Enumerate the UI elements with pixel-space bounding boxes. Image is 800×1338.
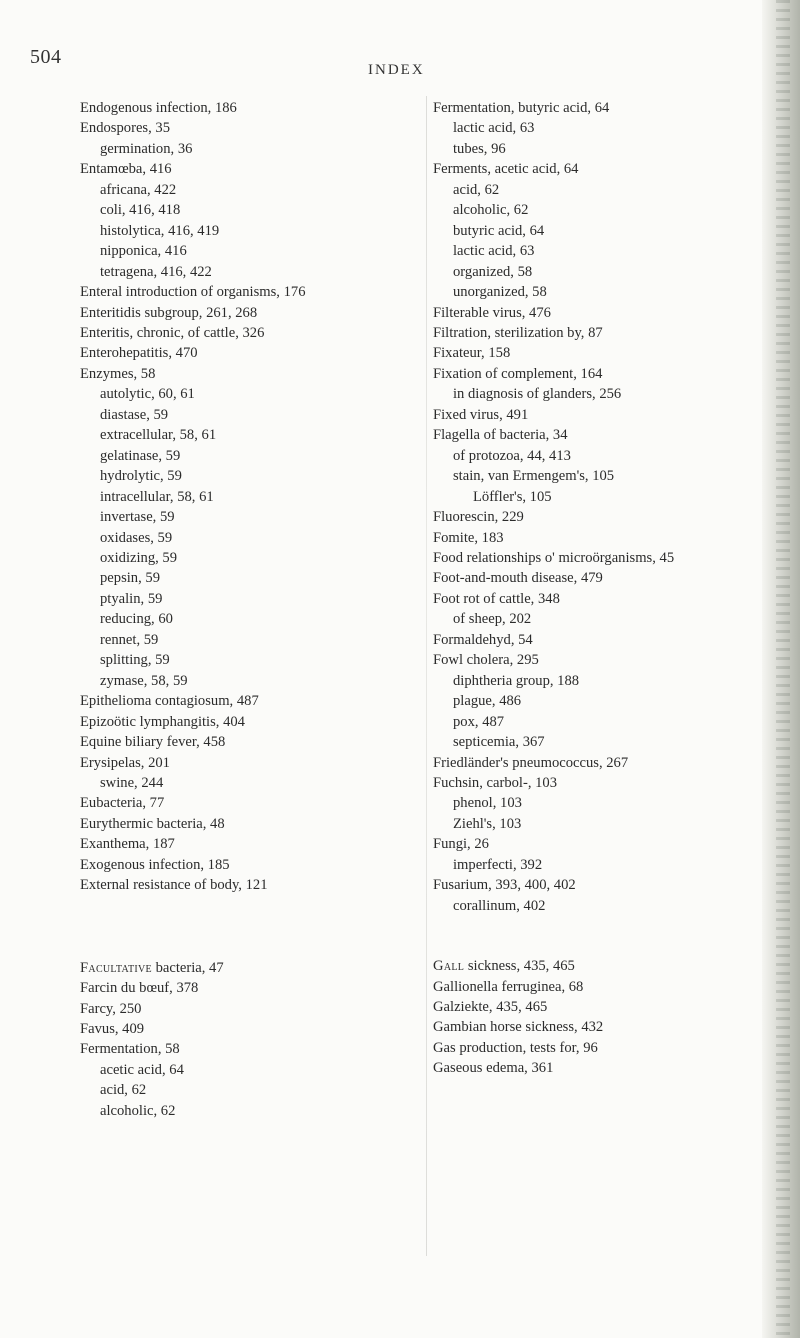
entry-text: of sheep, 202 xyxy=(453,611,532,628)
index-entry xyxy=(80,958,410,978)
index-subentry xyxy=(433,691,763,711)
index-entry xyxy=(80,753,410,773)
index-entry xyxy=(80,855,410,875)
column-divider xyxy=(426,96,427,1256)
index-column-right xyxy=(433,98,763,1079)
index-entry xyxy=(433,650,763,670)
index-subentry xyxy=(80,384,410,404)
index-subentry xyxy=(433,446,763,466)
index-entry xyxy=(80,323,410,343)
index-entry xyxy=(80,691,410,711)
index-entry xyxy=(433,977,763,997)
index-subentry xyxy=(80,630,410,650)
section-initial-word: Facultative xyxy=(80,959,152,976)
index-subentry xyxy=(80,528,410,548)
index-entry xyxy=(433,1038,763,1058)
entry-text: splitting, 59 xyxy=(100,652,170,669)
index-subentry xyxy=(433,466,763,486)
index-entry xyxy=(433,528,763,548)
page-number: 504 xyxy=(30,46,62,68)
index-entry xyxy=(80,732,410,752)
entry-text: Endospores, 35 xyxy=(80,120,170,137)
entry-text: oxidases, 59 xyxy=(100,529,173,546)
index-entry xyxy=(80,118,410,138)
index-subentry xyxy=(433,712,763,732)
entry-text: Epithelioma contagiosum, 487 xyxy=(80,693,259,710)
entry-text: pox, 487 xyxy=(453,713,505,730)
entry-text: Favus, 409 xyxy=(80,1021,145,1038)
entry-text: Epizoötic lymphangitis, 404 xyxy=(80,713,245,730)
entry-text: histolytica, 416, 419 xyxy=(100,222,220,239)
index-subentry xyxy=(433,139,763,159)
entry-text: Entamœba, 416 xyxy=(80,161,172,178)
section-gap xyxy=(80,896,410,958)
entry-text: External resistance of body, 121 xyxy=(80,877,268,894)
entry-text: Fermentation, 58 xyxy=(80,1041,180,1058)
index-entry xyxy=(80,793,410,813)
entry-text: reducing, 60 xyxy=(100,611,173,628)
index-entry xyxy=(433,875,763,895)
index-entry xyxy=(80,978,410,998)
entry-text: Farcin du bœuf, 378 xyxy=(80,980,199,997)
entry-text: alcoholic, 62 xyxy=(100,1102,176,1119)
index-subentry xyxy=(433,793,763,813)
entry-text: Ziehl's, 103 xyxy=(453,815,522,832)
entry-text: Endogenous infection, 186 xyxy=(80,100,237,116)
entry-text: Gaseous edema, 361 xyxy=(433,1060,554,1077)
index-subentry xyxy=(433,282,763,302)
entry-text: Enterohepatitis, 470 xyxy=(80,345,198,362)
entry-text: organized, 58 xyxy=(453,263,533,280)
index-entry xyxy=(80,814,410,834)
entry-text: coli, 416, 418 xyxy=(100,202,181,219)
entry-text: africana, 422 xyxy=(100,181,177,198)
entry-text: Foot-and-mouth disease, 479 xyxy=(433,570,603,587)
entry-text: unorganized, 58 xyxy=(453,284,547,301)
entry-text: Fluorescin, 229 xyxy=(433,509,524,526)
index-subentry xyxy=(80,425,410,445)
entry-text: Flagella of bacteria, 34 xyxy=(433,427,568,444)
entry-text: ptyalin, 59 xyxy=(100,590,163,607)
entry-text: gelatinase, 59 xyxy=(100,447,181,464)
index-entry xyxy=(433,753,763,773)
entry-text: tetragena, 416, 422 xyxy=(100,263,212,280)
index-subentry xyxy=(80,650,410,670)
index-subentry xyxy=(80,1101,410,1121)
entry-text: phenol, 103 xyxy=(453,795,522,812)
index-entry xyxy=(80,303,410,323)
entry-text: Eurythermic bacteria, 48 xyxy=(80,815,225,832)
entry-text: Formaldehyd, 54 xyxy=(433,631,533,648)
index-entry xyxy=(80,999,410,1019)
index-entry xyxy=(433,343,763,363)
index-entry xyxy=(433,364,763,384)
entry-text: Filtration, sterilization by, 87 xyxy=(433,324,603,341)
index-subentry xyxy=(433,487,763,507)
entry-text: Erysipelas, 201 xyxy=(80,754,170,771)
entry-text: Eubacteria, 77 xyxy=(80,795,165,812)
entry-text: Fuchsin, carbol-, 103 xyxy=(433,774,558,791)
entry-text: imperfecti, 392 xyxy=(453,856,543,873)
entry-text: Fermentation, butyric acid, 64 xyxy=(433,100,610,116)
entry-text: acid, 62 xyxy=(100,1082,147,1099)
index-entry xyxy=(80,159,410,179)
entry-text: Gambian horse sickness, 432 xyxy=(433,1019,604,1036)
entry-text: stain, van Ermengem's, 105 xyxy=(453,468,615,485)
entry-text: alcoholic, 62 xyxy=(453,202,529,219)
index-subentry xyxy=(433,609,763,629)
index-subentry xyxy=(433,671,763,691)
index-entry xyxy=(80,364,410,384)
entry-text: nipponica, 416 xyxy=(100,243,187,260)
index-entry xyxy=(433,997,763,1017)
entry-text: Ferments, acetic acid, 64 xyxy=(433,161,579,178)
index-subentry xyxy=(433,262,763,282)
entry-text: acetic acid, 64 xyxy=(100,1061,184,1078)
entry-text: Löffler's, 105 xyxy=(473,488,552,505)
entry-text: autolytic, 60, 61 xyxy=(100,386,195,403)
index-entry xyxy=(433,425,763,445)
entry-text: acid, 62 xyxy=(453,181,500,198)
entry-text: Enzymes, 58 xyxy=(80,365,156,382)
index-subentry xyxy=(80,262,410,282)
entry-text: corallinum, 402 xyxy=(453,897,546,914)
index-entry xyxy=(433,548,763,568)
index-entry xyxy=(80,343,410,363)
entry-text: Farcy, 250 xyxy=(80,1000,142,1017)
entry-text: Enteral introduction of organisms, 176 xyxy=(80,284,306,301)
entry-text: Galziekte, 435, 465 xyxy=(433,999,548,1016)
entry-text: invertase, 59 xyxy=(100,509,175,526)
index-subentry xyxy=(433,732,763,752)
index-entry xyxy=(433,568,763,588)
index-entry xyxy=(433,1058,763,1078)
entry-text: Fixateur, 158 xyxy=(433,345,511,362)
index-subentry xyxy=(80,1060,410,1080)
index-subentry xyxy=(80,180,410,200)
entry-text: Gallionella ferruginea, 68 xyxy=(433,978,584,995)
entry-text: hydrolytic, 59 xyxy=(100,468,182,485)
entry-text: intracellular, 58, 61 xyxy=(100,488,214,505)
entry-text: of protozoa, 44, 413 xyxy=(453,447,571,464)
index-subentry xyxy=(80,548,410,568)
entry-text: extracellular, 58, 61 xyxy=(100,427,217,444)
entry-text: Foot rot of cattle, 348 xyxy=(433,590,560,607)
index-subentry xyxy=(80,241,410,261)
index-entry xyxy=(80,1019,410,1039)
entry-text: Exanthema, 187 xyxy=(80,836,175,853)
entry-text: Fusarium, 393, 400, 402 xyxy=(433,877,576,894)
index-subentry xyxy=(80,466,410,486)
entry-text: lactic acid, 63 xyxy=(453,120,535,137)
index-subentry xyxy=(433,896,763,916)
index-entry xyxy=(80,875,410,895)
index-entry xyxy=(433,589,763,609)
entry-text: pepsin, 59 xyxy=(100,570,160,587)
index-subentry xyxy=(80,773,410,793)
index-entry xyxy=(80,1039,410,1059)
index-entry xyxy=(433,630,763,650)
entry-text: Fungi, 26 xyxy=(433,836,489,853)
index-subentry xyxy=(433,180,763,200)
index-entry xyxy=(433,159,763,179)
index-entry xyxy=(433,405,763,425)
index-column-left xyxy=(80,98,410,1121)
running-head: INDEX xyxy=(368,62,425,78)
index-entry xyxy=(80,98,410,118)
index-entry xyxy=(433,956,763,976)
index-entry xyxy=(433,507,763,527)
entry-text: swine, 244 xyxy=(100,774,164,791)
index-entry xyxy=(433,834,763,854)
index-entry xyxy=(433,323,763,343)
entry-text: Fixation of complement, 164 xyxy=(433,365,603,382)
entry-text: tubes, 96 xyxy=(453,140,506,157)
index-subentry xyxy=(80,589,410,609)
entry-text: Gas production, tests for, 96 xyxy=(433,1039,598,1056)
index-subentry xyxy=(80,405,410,425)
index-subentry xyxy=(80,221,410,241)
entry-text: Exogenous infection, 185 xyxy=(80,856,230,873)
index-subentry xyxy=(80,609,410,629)
entry-text: butyric acid, 64 xyxy=(453,222,545,239)
index-subentry xyxy=(80,568,410,588)
index-entry xyxy=(433,1017,763,1037)
index-subentry xyxy=(433,118,763,138)
section-gap xyxy=(433,916,763,956)
entry-text: Fixed virus, 491 xyxy=(433,406,529,423)
index-subentry xyxy=(433,384,763,404)
entry-text: sickness, 435, 465 xyxy=(464,958,575,975)
entry-text: zymase, 58, 59 xyxy=(100,672,188,689)
section-initial-word: Gall xyxy=(433,958,465,975)
entry-text: rennet, 59 xyxy=(100,631,159,648)
page-edge-texture xyxy=(776,0,790,1338)
entry-text: in diagnosis of glanders, 256 xyxy=(453,386,622,403)
entry-text: Enteritis, chronic, of cattle, 326 xyxy=(80,324,265,341)
index-subentry xyxy=(80,487,410,507)
index-entry xyxy=(433,303,763,323)
entry-text: lactic acid, 63 xyxy=(453,243,535,260)
index-subentry xyxy=(80,446,410,466)
index-subentry xyxy=(80,671,410,691)
entry-text: Enteritidis subgroup, 261, 268 xyxy=(80,304,258,321)
index-entry xyxy=(433,773,763,793)
index-subentry xyxy=(433,200,763,220)
index-entry xyxy=(80,712,410,732)
entry-text: oxidizing, 59 xyxy=(100,549,178,566)
entry-text: germination, 36 xyxy=(100,140,193,157)
entry-text: Fomite, 183 xyxy=(433,529,504,546)
index-subentry xyxy=(433,221,763,241)
entry-text: diastase, 59 xyxy=(100,406,169,423)
index-subentry xyxy=(80,139,410,159)
index-entry xyxy=(80,282,410,302)
entry-text: bacteria, 47 xyxy=(151,959,224,976)
index-subentry xyxy=(80,507,410,527)
index-subentry xyxy=(433,855,763,875)
index-subentry xyxy=(80,1080,410,1100)
index-entry xyxy=(80,834,410,854)
entry-text: Filterable virus, 476 xyxy=(433,304,551,321)
entry-text: diphtheria group, 188 xyxy=(453,672,580,689)
index-entry xyxy=(433,98,763,118)
index-subentry xyxy=(80,200,410,220)
entry-text: Equine biliary fever, 458 xyxy=(80,734,226,751)
index-subentry xyxy=(433,814,763,834)
entry-text: septicemia, 367 xyxy=(453,734,545,751)
entry-text: Food relationships o' microörganisms, 45 xyxy=(433,549,675,566)
entry-text: Fowl cholera, 295 xyxy=(433,652,539,669)
entry-text: Friedländer's pneumococcus, 267 xyxy=(433,754,629,771)
entry-text: plague, 486 xyxy=(453,693,522,710)
index-subentry xyxy=(433,241,763,261)
